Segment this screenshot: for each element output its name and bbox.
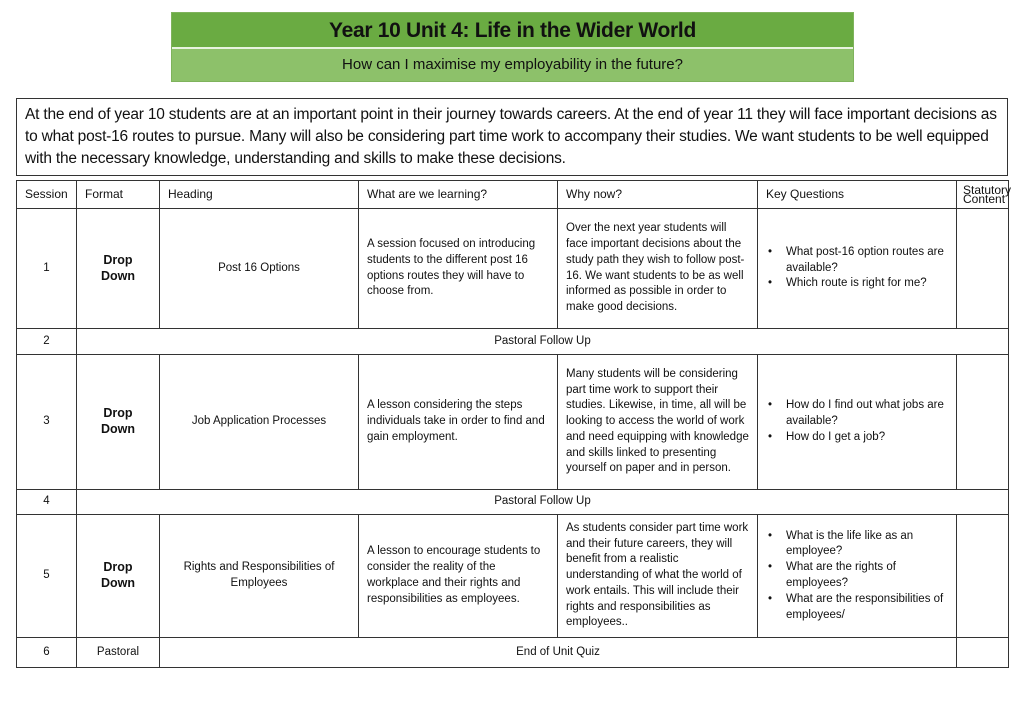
why-now-description: As students consider part time work and their future careers, they will benefit from a realistic understanding of what the world of work entails. This will include their rights and responsibilities as employees.. — [558, 515, 758, 638]
session-number: 4 — [17, 490, 77, 515]
table-row — [17, 638, 1009, 668]
session-format: Drop Down — [77, 209, 160, 329]
key-questions — [758, 209, 957, 329]
header-heading: Heading — [160, 181, 359, 209]
header-format: Format — [77, 181, 160, 209]
session-heading: Rights and Responsibilities of Employees — [160, 515, 359, 638]
key-question: • How do I find out what jobs are available? — [766, 398, 948, 430]
learning-description: A session focused on introducing students to the different post 16 options routes they will have to choose from. — [359, 209, 558, 329]
learning-description: A lesson considering the steps individuals take in order to find and gain employment. — [359, 355, 558, 490]
statutory-content — [957, 515, 1009, 638]
key-question: • What are the rights of employees? — [766, 560, 948, 592]
session-format: Pastoral — [77, 638, 160, 668]
header-learning: What are we learning? — [359, 181, 558, 209]
key-question: • What is the life like as an employee? — [766, 529, 948, 561]
key-question: • Which route is right for me? — [766, 276, 948, 292]
key-question: • What post-16 option routes are available? — [766, 245, 948, 277]
session-format: Drop Down — [77, 355, 160, 490]
statutory-content — [957, 209, 1009, 329]
header-questions: Key Questions — [758, 181, 957, 209]
table-header-row — [17, 181, 1009, 209]
table-row — [17, 490, 1009, 515]
page-title: Year 10 Unit 4: Life in the Wider World — [172, 13, 853, 49]
session-number: 6 — [17, 638, 77, 668]
pastoral-follow-up: Pastoral Follow Up — [77, 329, 1009, 355]
statutory-content — [957, 638, 1009, 668]
session-number: 3 — [17, 355, 77, 490]
session-heading: Post 16 Options — [160, 209, 359, 329]
unit-banner — [171, 12, 854, 82]
key-question: • How do I get a job? — [766, 430, 948, 446]
table-row — [17, 329, 1009, 355]
header-why: Why now? — [558, 181, 758, 209]
key-questions — [758, 515, 957, 638]
table-row — [17, 209, 1009, 329]
key-questions — [758, 355, 957, 490]
sessions-table — [16, 180, 1012, 668]
key-question: • What are the responsibilities of employees/ — [766, 592, 948, 624]
session-number: 1 — [17, 209, 77, 329]
why-now-description: Many students will be considering part time work to support their studies. Likewise, in time, all will be looking to access the world of work and need equipping with knowledge and skills linked to presenting yourself on paper and in person. — [558, 355, 758, 490]
statutory-content — [957, 355, 1009, 490]
page-subtitle: How can I maximise my employability in the future? — [342, 56, 683, 73]
header-statutory: Statutory Content — [957, 181, 1009, 209]
table-row — [17, 515, 1009, 638]
learning-description: A lesson to encourage students to consider the reality of the workplace and their rights and responsibilities as employees. — [359, 515, 558, 638]
session-heading: Job Application Processes — [160, 355, 359, 490]
why-now-description: Over the next year students will face important decisions about the study path they wish to follow post-16. We want students to be as well informed as possible in order to make good decisions. — [558, 209, 758, 329]
session-activity: End of Unit Quiz — [160, 638, 957, 668]
session-number: 2 — [17, 329, 77, 355]
header-session: Session — [17, 181, 77, 209]
intro-text: At the end of year 10 students are at an important point in their journey towards careers. At the end of year 11 they will face important decisions as to what post-16 routes to pursue. Many will also be considering part time work to accompany their studies. We want students to be well equipped with the necessary knowledge, understanding and skills to make these decisions. — [16, 98, 1008, 176]
session-number: 5 — [17, 515, 77, 638]
session-format: Drop Down — [77, 515, 160, 638]
pastoral-follow-up: Pastoral Follow Up — [77, 490, 1009, 515]
table-row — [17, 355, 1009, 490]
